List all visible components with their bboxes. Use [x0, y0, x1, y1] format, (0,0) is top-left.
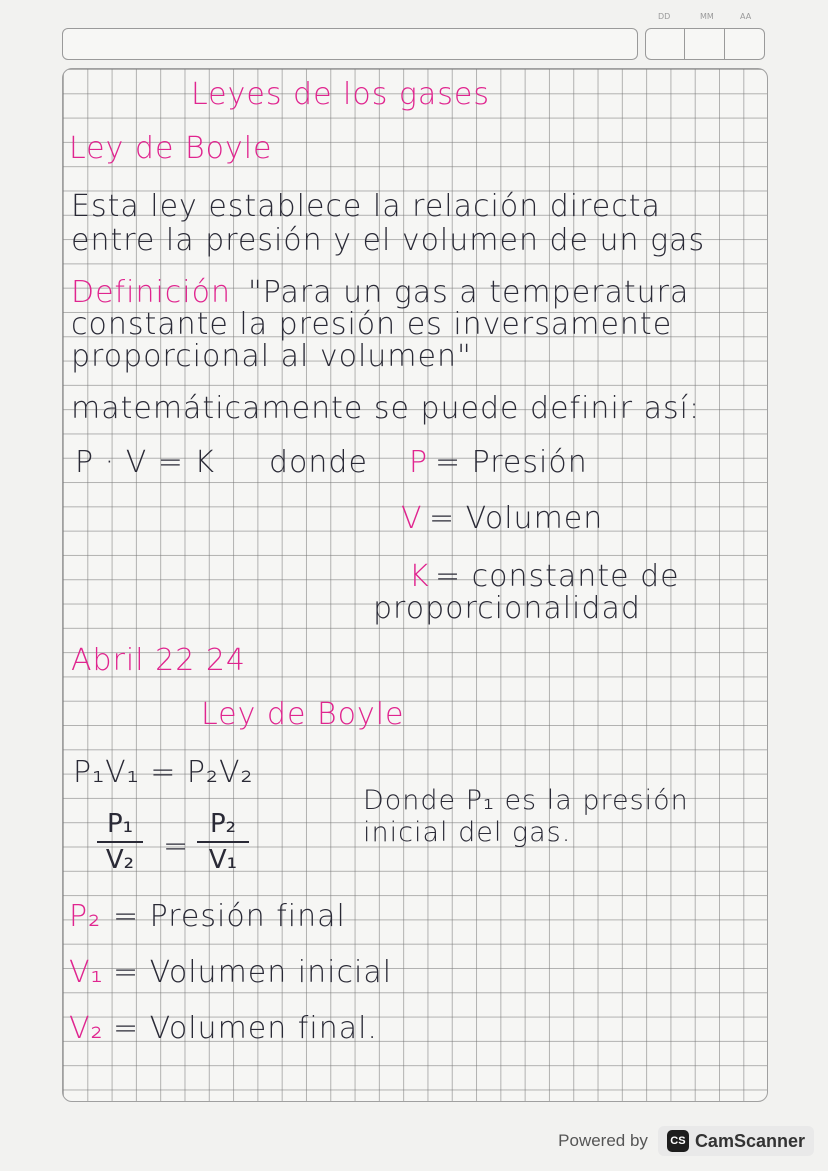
donde-note-line-2: inicial del gas. [363, 817, 572, 848]
intro-line-2: entre la presión y el volumen de un gas [71, 223, 706, 258]
section2-heading: Ley de Boyle [201, 697, 405, 732]
definition-line-2: constante la presión es inversamente [71, 307, 673, 342]
definition-line-3: proporcional al volumen" [71, 339, 472, 374]
camscanner-badge [658, 1126, 814, 1156]
def-v: = Volumen [429, 501, 604, 536]
date-label-day: DD [658, 12, 671, 21]
fraction-left-denominator: V₂ [105, 845, 135, 875]
date-label-year: AA [740, 12, 752, 21]
definition-line-1: "Para un gas a temperatura [248, 275, 690, 310]
date-label-month: MM [700, 12, 714, 21]
def-k-line-2: proporcionalidad [373, 591, 641, 626]
var-v: V [401, 501, 423, 536]
def-k: = constante de [435, 559, 680, 594]
donde-word: donde [269, 445, 368, 480]
def-v2: = Volumen final. [113, 1011, 378, 1046]
page-header-line [62, 28, 638, 60]
fraction-left-numerator: P₁ [106, 809, 134, 839]
grid-paper [62, 68, 768, 1102]
var-v2: V₂ [69, 1011, 104, 1046]
camscanner-logo-icon: CS [667, 1130, 689, 1152]
definition-label: Definición [71, 275, 231, 310]
fraction-right-numerator: P₂ [209, 809, 237, 839]
powered-by-label: Powered by [558, 1131, 648, 1150]
var-p: P [409, 445, 429, 480]
intro-line-1: Esta ley establece la relación directa [71, 189, 661, 224]
donde-note-line-1: Donde P₁ es la presión [363, 785, 689, 816]
fraction-right [197, 809, 249, 875]
def-v1: = Volumen inicial [113, 955, 393, 990]
var-v1: V₁ [69, 955, 104, 990]
date-written: Abril 22 24 [71, 643, 246, 678]
camscanner-brand: CamScanner [694, 1130, 805, 1151]
fraction-equals: = [163, 829, 190, 864]
fraction-right-denominator: V₁ [208, 845, 238, 875]
fraction-left-bar [97, 841, 143, 843]
var-p2: P₂ [69, 899, 102, 934]
fraction-left [97, 809, 143, 875]
date-box-divider [724, 29, 725, 59]
var-k: K [409, 559, 430, 594]
boyle-equation: P₁V₁ = P₂V₂ [73, 755, 254, 790]
fraction-right-bar [197, 841, 249, 843]
date-box [645, 28, 765, 60]
formula-pvk: P · V = K [75, 445, 216, 480]
def-p: = Presión [435, 445, 588, 480]
section1-heading: Ley de Boyle [69, 131, 273, 166]
date-box-divider [684, 29, 685, 59]
camscanner-footer [558, 1124, 814, 1158]
notes-title: Leyes de los gases [191, 77, 491, 112]
math-intro: matemáticamente se puede definir así: [71, 391, 701, 426]
def-p2: = Presión final [113, 899, 346, 934]
